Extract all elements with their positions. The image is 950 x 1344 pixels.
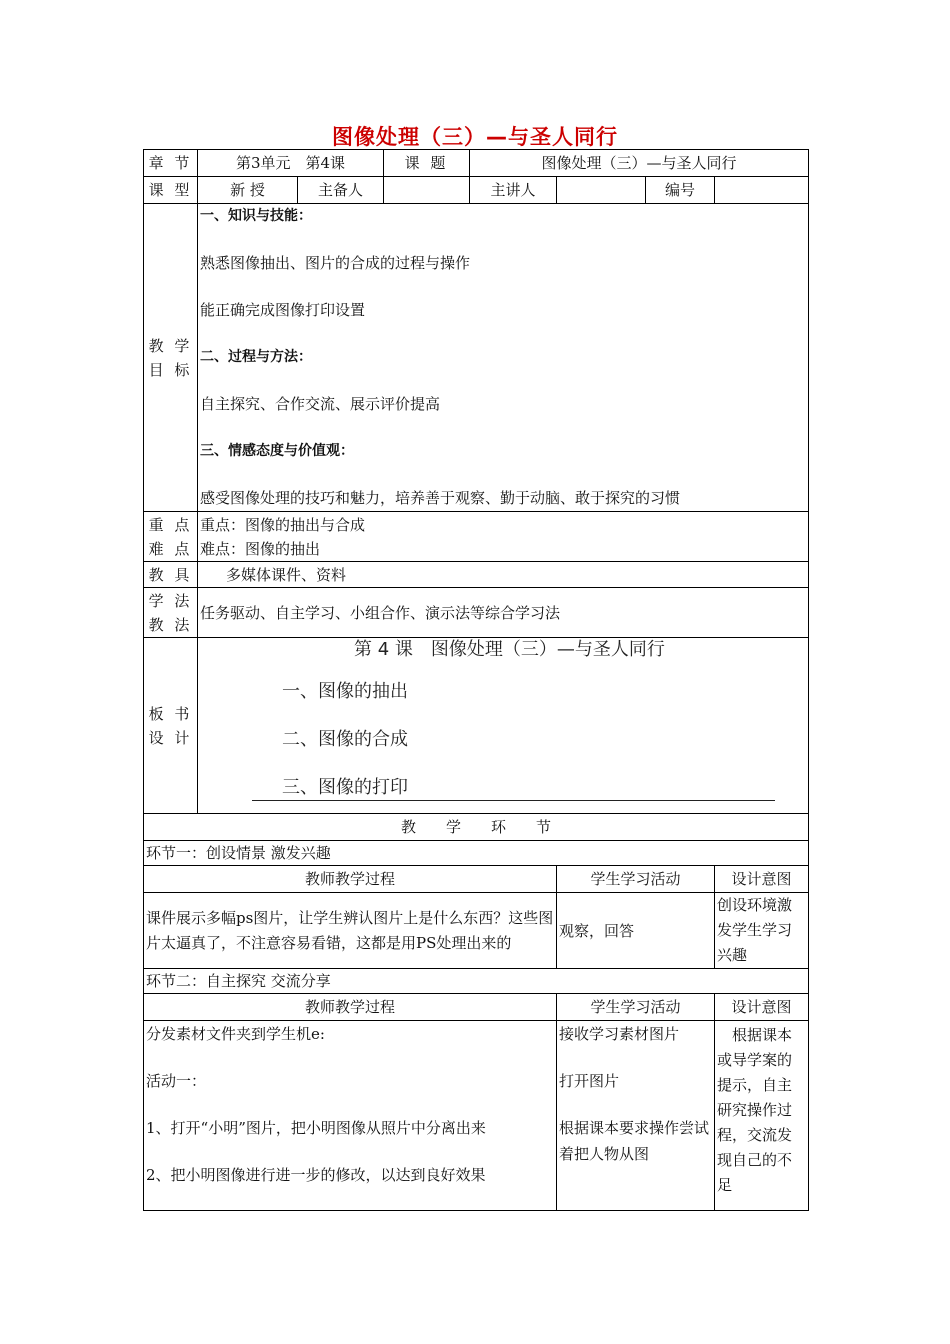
number-value [715, 177, 809, 204]
section-header: 教 学 环 节 [144, 814, 809, 841]
prep-value [384, 177, 470, 204]
lesson-plan-table [143, 149, 808, 1211]
key-points-label: 重 点 难 点 [144, 512, 198, 562]
lecturer-value [557, 177, 646, 204]
difficult-point: 难点：图像的抽出 [200, 539, 321, 558]
stage2-teacher-line-3: 1、打开“小明”图片，把小明图像从照片中分离出来 [146, 1119, 486, 1137]
objective-text-3: 自主探究、合作交流、展示评价提高 [200, 395, 441, 413]
stage2-student-line-2: 打开图片 [559, 1072, 620, 1090]
key-points-content [198, 512, 809, 562]
stage1-student: 观察，回答 [557, 893, 715, 969]
topic-label: 课 题 [384, 150, 470, 177]
stage1-teacher: 课件展示多幅ps图片，让学生辨认图片上是什么东西？这些图片太逼真了，不注意容易看错，这都是用PS处理出来的 [144, 893, 557, 969]
stage2-teacher-line-2: 活动一： [146, 1072, 207, 1090]
number-label: 编号 [646, 177, 715, 204]
board-item-2: 二、图像的合成 [282, 729, 408, 750]
tools-value: 多媒体课件、资料 [198, 562, 809, 588]
type-value: 新 授 [198, 177, 298, 204]
stage2-student-line-1: 接收学习素材图片 [559, 1025, 680, 1043]
stage2-teacher-line-4: 2、把小明图像进行进一步的修改，以达到良好效果 [146, 1166, 486, 1184]
stage2-student-line-3: 根据课本要求操作尝试着把人物从图 [559, 1119, 710, 1163]
stage2-col-teacher: 教师教学过程 [144, 994, 557, 1021]
objectives-label: 教 学 目 标 [144, 204, 198, 512]
objective-text-1: 熟悉图像抽出、图片的合成的过程与操作 [200, 254, 471, 272]
methods-label: 学 法 教 法 [144, 588, 198, 638]
key-point: 重点：图像的抽出与合成 [200, 515, 366, 534]
chapter-label: 章 节 [144, 150, 198, 177]
stage2-design: 根据课本或导学案的提示，自主研究操作过程，交流发现自己的不足 [715, 1021, 809, 1211]
methods-value: 任务驱动、自主学习、小组合作、演示法等综合学习法 [198, 588, 809, 638]
stage2-title: 环节二：自主探究 交流分享 [144, 969, 809, 994]
prep-label: 主备人 [298, 177, 384, 204]
objectives-content [198, 204, 809, 512]
stage1-col-student: 学生学习活动 [557, 866, 715, 893]
board-underline [252, 800, 775, 801]
stage2-student [557, 1021, 715, 1211]
objective-heading-2: 二、过程与方法： [200, 349, 312, 365]
board-item-3: 三、图像的打印 [282, 777, 408, 798]
chapter-value: 第3单元 第4课 [198, 150, 384, 177]
stage1-col-teacher: 教师教学过程 [144, 866, 557, 893]
board-label: 板 书 设 计 [144, 638, 198, 814]
stage2-teacher [144, 1021, 557, 1211]
type-label: 课 型 [144, 177, 198, 204]
lecturer-label: 主讲人 [470, 177, 557, 204]
tools-label: 教 具 [144, 562, 198, 588]
board-item-1: 一、图像的抽出 [282, 681, 408, 702]
topic-value: 图像处理（三）—与圣人同行 [470, 150, 809, 177]
stage2-col-design: 设计意图 [715, 994, 809, 1021]
objective-text-2: 能正确完成图像打印设置 [200, 301, 366, 319]
stage2-col-student: 学生学习活动 [557, 994, 715, 1021]
stage2-teacher-line-1: 分发素材文件夹到学生机e: [146, 1025, 325, 1043]
objective-text-4: 感受图像处理的技巧和魅力，培养善于观察、勤于动脑、敢于探究的习惯 [200, 489, 681, 507]
board-design [198, 638, 809, 814]
objective-heading-3: 三、情感态度与价值观： [200, 443, 354, 459]
stage1-design: 创设环境激发学生学习兴趣 [715, 893, 809, 969]
objective-heading-1: 一、知识与技能： [200, 208, 312, 224]
stage1-col-design: 设计意图 [715, 866, 809, 893]
board-title: 第 4 课 图像处理（三）—与圣人同行 [354, 639, 665, 660]
page-title: 图像处理（三）—与圣人同行 [332, 125, 618, 149]
stage1-title: 环节一：创设情景 激发兴趣 [144, 841, 809, 866]
